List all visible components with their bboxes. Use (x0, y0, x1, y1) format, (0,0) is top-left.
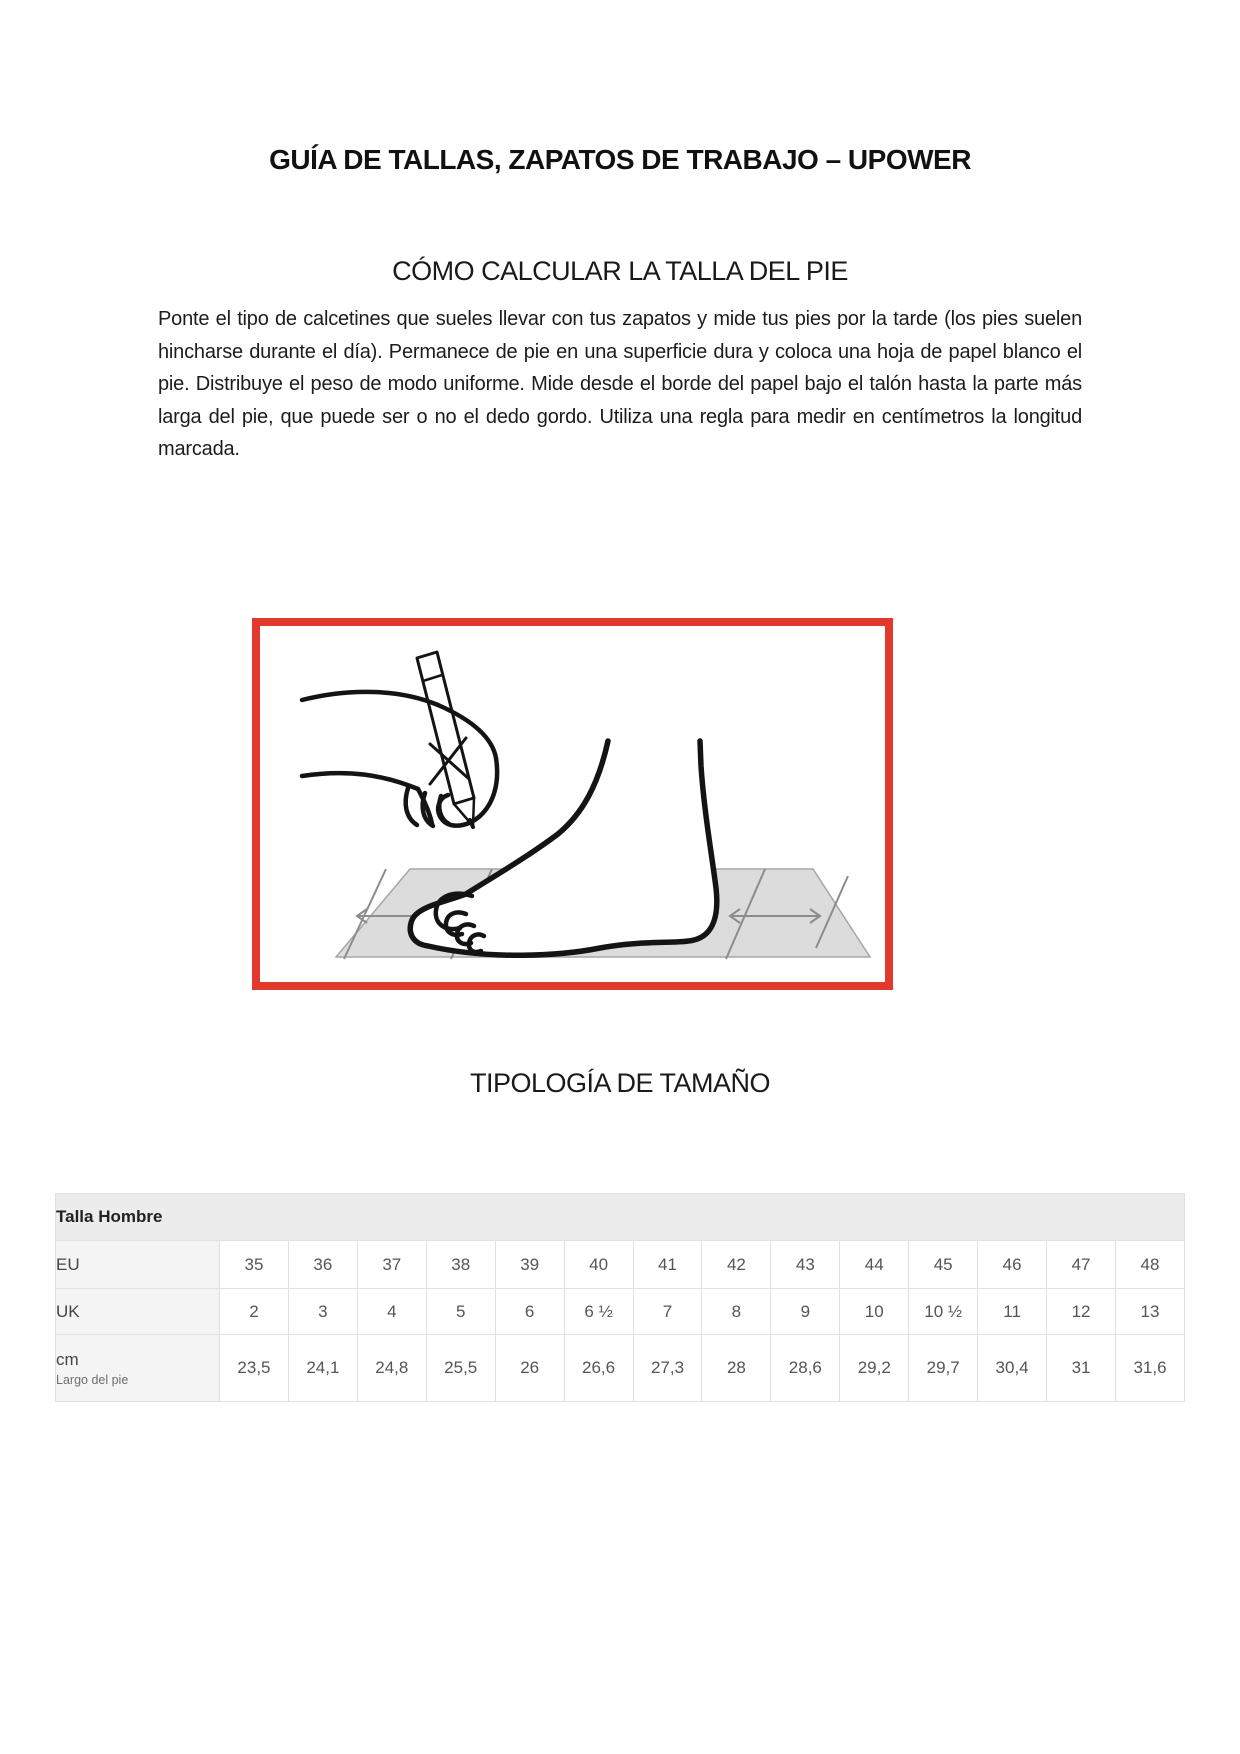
table-cell: 24,8 (357, 1335, 426, 1402)
section-heading-size-typology: TIPOLOGÍA DE TAMAÑO (469, 1068, 771, 1098)
table-cell: 26,6 (564, 1335, 633, 1402)
table-row-uk (56, 1289, 1185, 1335)
table-cell: 7 (633, 1289, 702, 1335)
table-cell: 10 ½ (909, 1289, 978, 1335)
table-cell: 11 (978, 1289, 1047, 1335)
table-cell: 6 (495, 1289, 564, 1335)
size-table-container (55, 1193, 1185, 1402)
table-cell: 24,1 (288, 1335, 357, 1402)
table-cell: 28 (702, 1335, 771, 1402)
table-cell: 29,7 (909, 1335, 978, 1402)
table-cell: 27,3 (633, 1335, 702, 1402)
table-header: Talla Hombre (56, 1194, 1185, 1241)
table-cell: 4 (357, 1289, 426, 1335)
instructions-paragraph: Ponte el tipo de calcetines que sueles llevar con tus zapatos y mide tus pies por la tarde (los pies suelen hincharse durante el día). Permanece de pie en una superficie dura y coloca una hoja de papel blanco el pie. Distribuye el peso de modo uniforme. Mide desde el borde del papel bajo el talón hasta la parte más larga del pie, que puede ser o no el dedo gordo. Utiliza una regla para medir en centímetros la longitud marcada. (158, 308, 1082, 460)
table-cell: 42 (702, 1241, 771, 1289)
table-cell: 43 (771, 1241, 840, 1289)
table-cell: 39 (495, 1241, 564, 1289)
table-cell: 2 (220, 1289, 289, 1335)
table-cell: 3 (288, 1289, 357, 1335)
table-cell: 8 (702, 1289, 771, 1335)
table-cell: 37 (357, 1241, 426, 1289)
table-cell: 41 (633, 1241, 702, 1289)
table-cell: 6 ½ (564, 1289, 633, 1335)
row-label: UK (56, 1289, 220, 1335)
table-cell: 23,5 (220, 1335, 289, 1402)
table-cell: 36 (288, 1241, 357, 1289)
row-label-main: cm (56, 1349, 79, 1369)
table-cell: 31 (1047, 1335, 1116, 1402)
table-cell: 31,6 (1115, 1335, 1184, 1402)
table-cell: 47 (1047, 1241, 1116, 1289)
table-cell: 29,2 (840, 1335, 909, 1402)
table-cell: 45 (909, 1241, 978, 1289)
row-label-sub: Largo del pie (56, 1372, 129, 1387)
table-cell: 44 (840, 1241, 909, 1289)
table-row-cm (56, 1335, 1185, 1402)
size-table (55, 1193, 1185, 1402)
table-cell: 12 (1047, 1289, 1116, 1335)
table-cell: 13 (1115, 1289, 1184, 1335)
table-cell: 48 (1115, 1241, 1184, 1289)
table-cell: 38 (426, 1241, 495, 1289)
table-cell: 10 (840, 1289, 909, 1335)
table-cell: 26 (495, 1335, 564, 1402)
page-title: GUÍA DE TALLAS, ZAPATOS DE TRABAJO – UPOWER (269, 144, 971, 175)
table-header-row (56, 1194, 1185, 1241)
table-row-eu (56, 1241, 1185, 1289)
table-cell: 30,4 (978, 1335, 1047, 1402)
table-cell: 35 (220, 1241, 289, 1289)
table-cell: 5 (426, 1289, 495, 1335)
table-cell: 28,6 (771, 1335, 840, 1402)
hand-with-pencil-drawing (302, 652, 497, 827)
row-label (56, 1335, 220, 1402)
row-label: EU (56, 1241, 220, 1289)
foot-measurement-illustration (260, 626, 885, 982)
table-cell: 40 (564, 1241, 633, 1289)
table-cell: 9 (771, 1289, 840, 1335)
illustration-frame (252, 618, 893, 990)
section-heading-how-to-measure: CÓMO CALCULAR LA TALLA DEL PIE (392, 256, 848, 286)
table-cell: 25,5 (426, 1335, 495, 1402)
table-cell: 46 (978, 1241, 1047, 1289)
